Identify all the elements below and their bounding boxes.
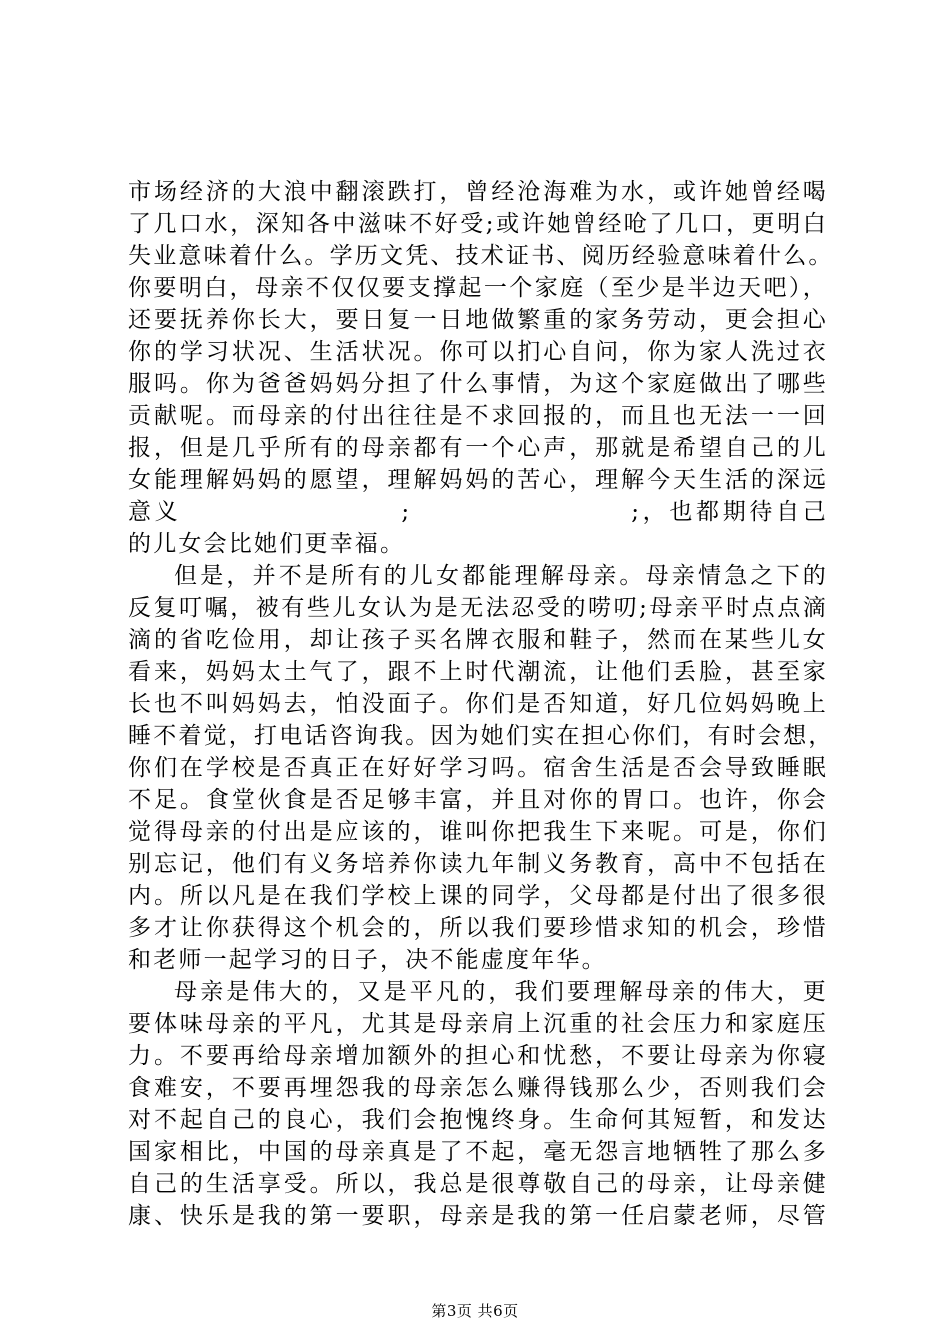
text-line: 自己的生活享受。所以，我总是很尊敬自己的母亲，让母亲健 [128, 1171, 828, 1197]
text-line: 国家相比，中国的母亲真是了不起，毫无怨言地牺牲了那么多 [128, 1139, 828, 1165]
text-line: 贡献呢。而母亲的付出往往是不求回报的，而且也无法一一回 [128, 403, 828, 429]
text-line: 看来，妈妈太土气了，跟不上时代潮流，让他们丢脸，甚至家 [128, 659, 828, 685]
text-line: 还要抚养你长大，要日复一日地做繁重的家务劳动，更会担心 [128, 307, 828, 333]
text-line: 觉得母亲的付出是应该的，谁叫你把我生下来呢。可是，你们 [128, 819, 828, 845]
text-line: 要体味母亲的平凡，尤其是母亲肩上沉重的社会压力和家庭压 [128, 1011, 828, 1037]
text-line: 了几口水，深知各中滋味不好受;或许她曾经呛了几口，更明白 [128, 211, 828, 237]
text-line: 力。不要再给母亲增加额外的担心和忧愁，不要让母亲为你寝 [128, 1043, 828, 1069]
text-line: 内。所以凡是在我们学校上课的同学，父母都是付出了很多很 [128, 883, 828, 909]
text-line: 服吗。你为爸爸妈妈分担了什么事情，为这个家庭做出了哪些 [128, 371, 828, 397]
text-line: 长也不叫妈妈去，怕没面子。你们是否知道，好几位妈妈晚上 [128, 691, 828, 717]
text-line: 市场经济的大浪中翻滚跌打，曾经沧海难为水，或许她曾经喝 [128, 179, 828, 205]
text-line: 多才让你获得这个机会的，所以我们要珍惜求知的机会，珍惜 [128, 915, 828, 941]
text-line: 睡不着觉，打电话咨询我。因为她们实在担心你们，有时会想， [128, 723, 834, 749]
text-line: 失业意味着什么。学历文凭、技术证书、阅历经验意味着什么。 [128, 243, 834, 269]
text-line: 母亲是伟大的，又是平凡的，我们要理解母亲的伟大，更 [174, 979, 828, 1005]
text-line: 反复叮嘱，被有些儿女认为是无法忍受的唠叨;母亲平时点点滴 [128, 595, 828, 621]
text-line: 食难安，不要再埋怨我的母亲怎么赚得钱那么少，否则我们会 [128, 1075, 828, 1101]
text-line: 你的学习状况、生活状况。你可以扪心自问，你为家人洗过衣 [128, 339, 828, 365]
text-line: 女能理解妈妈的愿望，理解妈妈的苦心，理解今天生活的深远 [128, 467, 828, 493]
page-number: 第3页 共6页 [431, 1302, 519, 1320]
text-line: 对不起自己的良心，我们会抱愧终身。生命何其短暂，和发达 [128, 1107, 828, 1133]
text-line: 康、快乐是我的第一要职，母亲是我的第一任启蒙老师，尽管 [128, 1203, 828, 1229]
document-body [128, 176, 834, 1232]
page-footer [0, 1300, 950, 1321]
text-line: 的儿女会比她们更幸福。 [128, 531, 406, 557]
text-line: 不足。食堂伙食是否足够丰富，并且对你的胃口。也许，你会 [128, 787, 828, 813]
text-line: 你们在学校是否真正在好好学习吗。宿舍生活是否会导致睡眠 [128, 755, 828, 781]
text-line: 但是，并不是所有的儿女都能理解母亲。母亲情急之下的 [174, 563, 828, 589]
text-line: 报，但是几乎所有的母亲都有一个心声，那就是希望自己的儿 [128, 435, 828, 461]
text-line: 别忘记，他们有义务培养你读九年制义务教育，高中不包括在 [128, 851, 828, 877]
text-line: 滴的省吃俭用，却让孩子买名牌衣服和鞋子，然而在某些儿女 [128, 627, 828, 653]
text-line: 和老师一起学习的日子，决不能虚度年华。 [128, 947, 607, 973]
text-line: 意义 ; ;，也都期待自己 [128, 499, 828, 525]
text-line: 你要明白，母亲不仅仅要支撑起一个家庭（至少是半边天吧）， [128, 275, 828, 301]
